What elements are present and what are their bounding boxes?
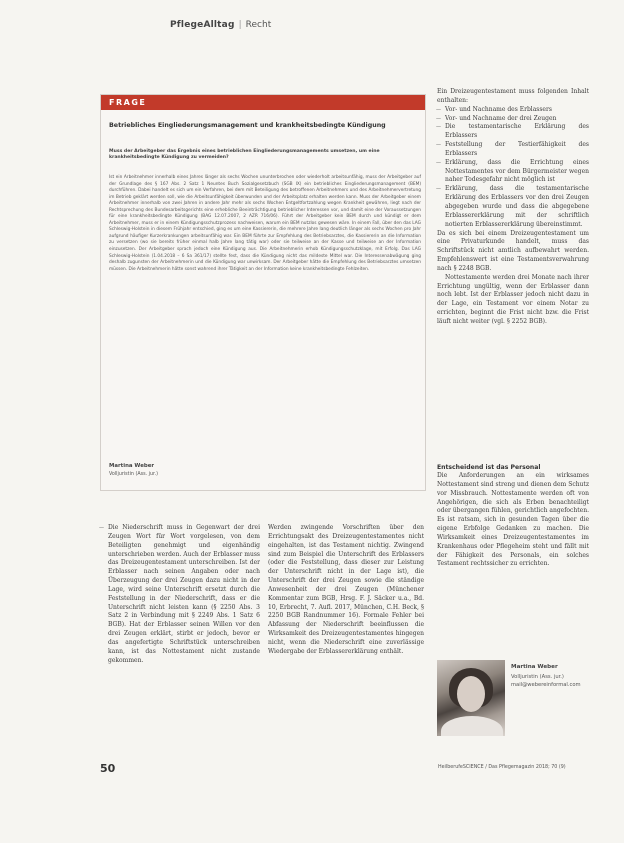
- frage-author-role: Volljuristin (Ass. jur.): [109, 472, 158, 477]
- paragraph: — Die Niederschrift muss in Gegenwart der drei Zeugen Wort für Wort vorgelesen, von dem Beteiligten genehmigt und eigenhändig unterschrieben werden. Auch der Erblasser muss das Dreizeugentestament unterschreiben. Ist der Erblasser nach seinen Angaben oder nach Überzeugung der drei Zeugen dazu nicht in der Lage, wird seine Unterschrift ersetzt durch die Feststellung in der Niederschrift, dass er die Unterschrift nicht leisten kann (§ 2250 Abs. 3 Satz 2 in Verbindung mit § 2249 Abs. 1 Satz 6 BGB). Hat der Erblasser seinen Willen vor den drei Zeugen erklärt, stirbt er jedoch, bevor er das angefertigte Schriftstück unterschreiben kann, ist das Nottestament nicht zustande gekommen.: [100, 524, 260, 666]
- frage-title: Betriebliches Eingliederungsmanagement und krankheitsbedingte Kündigung: [109, 122, 386, 129]
- frage-box: [100, 94, 426, 491]
- list-item: — Die testamentarische Erklärung des Erblassers: [437, 123, 589, 141]
- author-role: Volljuristin (Ass. jur.): [511, 674, 564, 680]
- frage-question: Muss der Arbeitgeber das Ergebnis eines betrieblichen Eingliederungsmanagements umsetzen, um eine krankheitsbedingte Kündigung zu vermeiden?: [109, 149, 380, 161]
- list-item: — Erklärung, dass die testamentarische Erklärung des Erblassers vor den drei Zeugen abgegeben wurde und dass die abgegebene Erblassererklärung mit der schriftlich notierten Erblassererklärung übereinstimmt.: [437, 185, 589, 229]
- paragraph: Nottestamente werden drei Monate nach ihrer Errichtung ungültig, wenn der Erblasser dann noch lebt. Ist der Erblasser jedoch nicht dazu in der Lage, ein Testament vor einem Notar zu errichten, beginnt die Frist nicht bzw. die Frist läuft nicht weiter (vgl. § 2252 BGB).: [437, 273, 589, 325]
- author-email: mail@webereinformal.com: [511, 682, 581, 688]
- list-item: — Erklärung, dass die Errichtung eines Nottestamentes vor dem Bürgermeister wegen naher Todesgefahr nicht möglich ist: [437, 159, 589, 186]
- frage-body: Ist ein Arbeitnehmer innerhalb eines Jahres länger als sechs Wochen ununterbrochen oder wiederholt arbeitsunfähig, muss der Arbeitgeber auf der Grundlage des § 167 Abs. 2 Satz 1 Neuntes Buch Sozialgesetzbuch (SGB IX) ein betriebliches Eingliederungsmanagement (BEM) durchführen. Dabei handelt es sich um ein Verfahren, bei dem mit Beteiligung des betroffenen Arbeitnehmers und des Arbeitnehmervertretung im Betrieb geklärt werden soll, wie die Arbeitsunfähigkeit überwunden und der Arbeitsplatz erhalten werden kann. Muss der Arbeitgeber einem Arbeitnehmer innerhalb von zwei Jahren in andere Jahr mehr als sechs Wochen Entgeltfortzahlung wegen Krankheit gewähren, liegt nach der Rechtsprechung des Bundesarbeitsgerichts eine erhebliche Beeinträchtigung betrieblicher Interessen vor, und damit eine der Voraussetzungen für eine krankheitsbedingte Kündigung (BAG 12.07.2007, 2 AZR 716/06). Führt der Arbeitgeber kein BEM durch und kündigt er dem Arbeitnehmer, muss er in einem Kündigungsschutzprozess nachweisen, warum ein BEM nutzlos gewesen wäre. In einem Fall, über den das LAG Schleswig-Holstein in diesem Frühjahr entschied, ging es um eine Kassiererin, die mehrere Jahre lang deutlich länger als sechs Wochen pro Jahr aufgrund häufiger Kurzerkrankungen arbeitsunfähig war. Ein BEM führte zur Empfehlung des Betriebsarztes, die Kassiererin an die Information zu versetzen (wo sie bereits früher einmal halb Jahre lang tätig war) oder sie teilweise an der Kasse und teilweise an der Information einzusetzen. Der Arbeitgeber sprach jedoch eine Kündigung aus. Die Arbeitnehmerin erhob Kündigungsschutzklage, mit Erfolg. Das LAG Schleswig-Holstein (1.04.2018 – 6 Sa 361/17) stellte fest, dass die Kündigung nicht das mildeste Mittel war. Die Interessenabwägung ging deshalb zugunsten der Arbeitnehmerin und die Kündigung war unwirksam. Der Arbeitgeber hätte die Empfehlung des Betriebsarztes umsetzen müssen. Die Arbeitnehmerin hätte sonst wahrend ihrer Tätigkeit an der Information keine krankheitsbedingte Fehlzeiten.: [109, 175, 421, 272]
- list-intro: Ein Dreizeugentestament muss folgenden Inhalt enthalten:: [437, 88, 589, 104]
- left-column: [100, 524, 260, 666]
- right-column-top: [437, 88, 589, 327]
- author-box: [437, 660, 589, 736]
- portrait-shoulder-shape: [441, 716, 503, 736]
- paragraph: Die Anforderungen an ein wirksames Nottestament sind streng und dienen dem Schutz vor Missbrauch. Nottestamente werden oft von Angehörigen, die sich als Erben benachteiligt oder übergangen fühlen, gerichtlich angefochten. Es ist ratsam, sich in gesunden Tagen über die eigene Erbfolge Gedanken zu machen. Die Wirksamkeit eines Dreizeugentestamentes im Krankenhaus oder Pflegeheim steht und fällt mit der Fähigkeit des Personals, ein solches Testament rechtssicher zu errichten.: [437, 472, 589, 568]
- portrait-face-shape: [457, 676, 485, 712]
- frage-author: Martina Weber: [109, 463, 155, 469]
- list-item: — Vor- und Nachname des Erblassers: [437, 106, 589, 115]
- right-column-bottom: [437, 463, 589, 569]
- page-header: [170, 20, 271, 30]
- list-item: — Feststellung der Testierfähigkeit des Erblassers: [437, 141, 589, 159]
- header-category: Recht: [245, 20, 272, 30]
- middle-column: [268, 524, 424, 657]
- journal-footer: HeilberufeSCIENCE / Das Pflegemagazin 2018; 70 (9): [438, 765, 566, 770]
- list-item: — Vor- und Nachname der drei Zeugen: [437, 115, 589, 124]
- frage-tag: FRAGE: [101, 95, 425, 110]
- author-name: Martina Weber: [511, 664, 558, 670]
- paragraph: Da es sich bei einem Dreizeugentestament um eine Privaturkunde handelt, muss das Schriftstück nicht amtlich aufbewahrt werden. Empfehlenswert ist eine Testamentsverwahrung nach § 2248 BGB.: [437, 229, 589, 272]
- header-section: PflegeAlltag: [170, 20, 235, 30]
- section-heading: Entscheidend ist das Personal: [437, 464, 541, 471]
- page-number: 50: [100, 762, 116, 775]
- paragraph: Werden zwingende Vorschriften über den Errichtungsakt des Dreizeugentestamentes nicht eingehalten, ist das Testament nichtig. Zwingend sind zum Beispiel die Unterschrift des Erblassers (oder die Feststellung, dass dieser zur Leistung der Unterschrift nicht in der Lage ist), die Unterschrift der drei Zeugen sowie die ständige Anwesenheit der drei Zeugen (Münchener Kommentar zum BGB, Hrsg. F. J. Säcker u.a., Bd. 10, Erbrecht, 7. Aufl. 2017, München, C.H. Beck, § 2250 BGB Randnummer 16). Formale Fehler bei Abfassung der Niederschrift beeinflussen die Wirksamkeit des Dreizeugentestamentes hingegen nicht, wenn die Niederschrift eine zuverlässige Wiedergabe der Erblassererklärung enthält.: [268, 524, 424, 655]
- header-separator: |: [238, 20, 242, 30]
- author-portrait-image: [437, 660, 505, 736]
